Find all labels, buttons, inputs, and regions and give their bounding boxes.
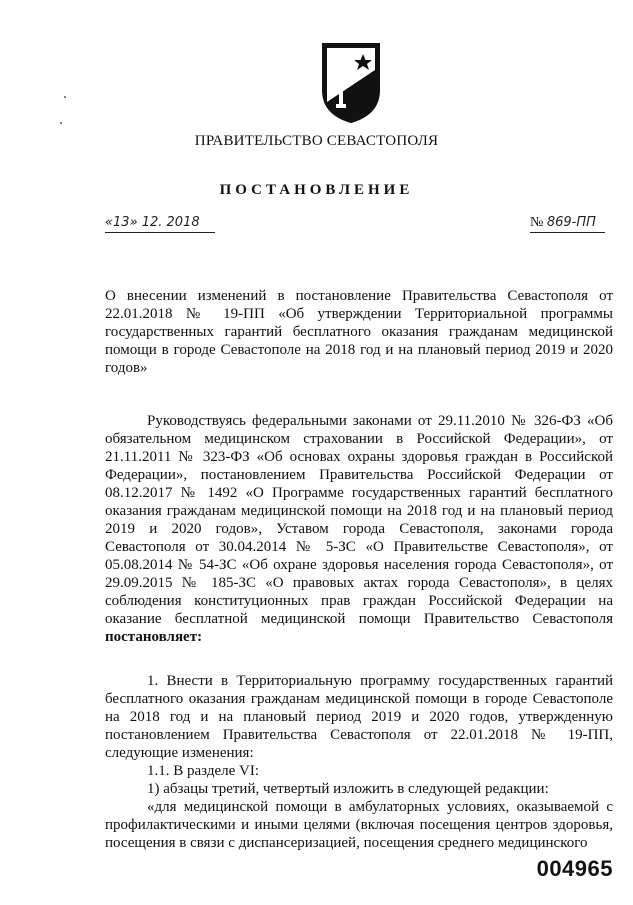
item-paragraph: 1) абзацы третий, четвертый изложить в следующей редакции:: [147, 781, 549, 797]
government-title: ПРАВИТЕЛЬСТВО СЕВАСТОПОЛЯ: [194, 133, 439, 149]
number-value: 869-ПП: [546, 215, 596, 230]
preamble: [105, 412, 613, 646]
document-subject: О внесении изменений в постановление Правительства Севастополя от 22.01.2018 № 19-ПП «Об утверждении Территориальной программы государственных гарантий бесплатного оказания гражданам медицинской помощи в городе Севастополе на 2018 год и на плановый период 2019 и 2020 годов»: [105, 288, 613, 376]
preamble-paragraph: [105, 412, 613, 646]
preamble-verb: постановляет:: [105, 629, 203, 645]
coat-of-arms-emblem: [319, 40, 383, 124]
scan-speck: [60, 122, 62, 124]
date-day: 13: [113, 215, 130, 230]
preamble-text: Руководствуясь федеральными законами от 29.11.2010 № 326-ФЗ «Об обязательном медицинском страховании в Российской Федерации», от 21.11.2011 № 323-ФЗ «Об основах охраны здоровья граждан в Российской Федерации», постановлением Правительства Российской Федерации от 08.12.2017 № 1492 «О Программе государственных гарантий бесплатного оказания гражданам медицинской помощи на 2018 год и на плановый период 2019 и 2020 годов», Уставом города Севастополя, законами города Севастополя от 30.04.2014 № 5-ЗС «О Правительстве Севастополя», от 05.08.2014 № 54-ЗС «Об охране здоровья населения города Севастополя», от 29.09.2015 № 185-ЗС «О правовых актах города Севастополя», в целях соблюдения конституционных прав граждан Российской Федерации на оказание бесплатной медицинской помощи Правительство Севастополя: [105, 413, 613, 627]
document-type-title: ПОСТАНОВЛЕНИЕ: [219, 182, 414, 198]
serial-number: 004965: [536, 856, 613, 881]
number-prefix: №: [530, 215, 547, 230]
date-suffix: » 12. 2018: [129, 215, 200, 230]
document-number: [530, 215, 605, 233]
document-date: [105, 215, 215, 233]
scan-speck: [64, 96, 66, 98]
date-prefix: «: [105, 215, 114, 230]
item-paragraph: 1.1. В разделе VI:: [147, 763, 259, 779]
amendment-items: [105, 672, 613, 852]
item-paragraph: «для медицинской помощи в амбулаторных условиях, оказываемой с профилактическими и иными целями (включая посещения центров здоровья, посещения в связи с диспансеризацией, посещения среднего медицинского: [105, 799, 613, 851]
item-paragraph: 1. Внести в Территориальную программу государственных гарантий бесплатного оказания гражданам медицинской помощи в городе Севастополе на 2018 год и на плановый период 2019 и 2020 годов, утвержденную постановлением Правительства Севастополя от 22.01.2018 № 19-ПП, следующие изменения:: [105, 673, 613, 761]
